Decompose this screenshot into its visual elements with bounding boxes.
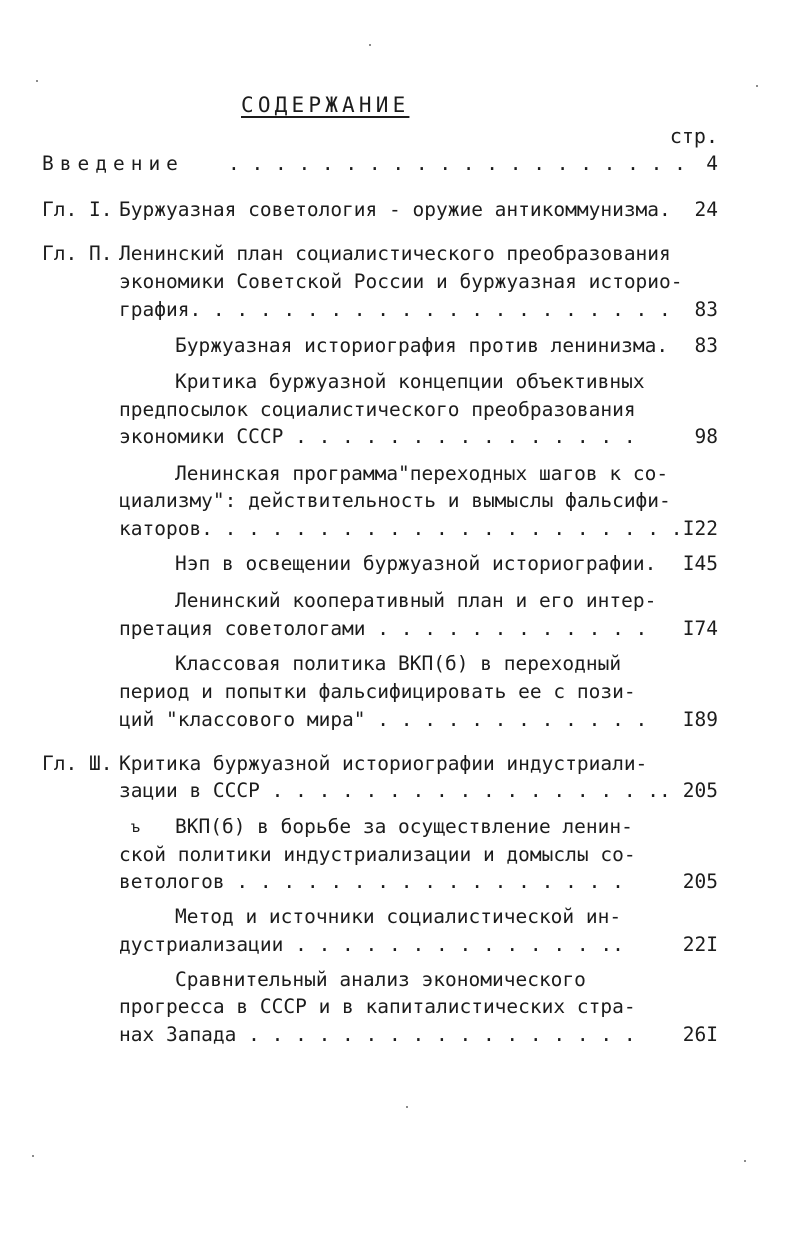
intro-label: Введение — [42, 152, 184, 175]
chapter2-title-line: экономики Советской России и буржуазная историо- — [119, 270, 683, 293]
section-line: предпосылок социалистического преобразования — [119, 398, 636, 421]
chapter3-title-line: Критика буржуазной историографии индустриали- — [119, 752, 648, 775]
section-line: Метод и источники социалистической ин- — [175, 905, 622, 928]
section-line: Нэп в освещении буржуазной историографии. — [175, 552, 657, 575]
section-line: дустриализации . . . . . . . . . . . . . .. — [119, 933, 624, 956]
section-line: ций "классового мира" . . . . . . . . . . . . — [119, 708, 648, 731]
section-line: каторов. . . . . . . . . . . . . . . . . . . . . — [119, 517, 683, 540]
scan-speck — [369, 44, 371, 46]
chapter2-title-line: графия. . . . . . . . . . . . . . . . . . . . . — [119, 298, 671, 321]
scan-speck — [756, 85, 758, 87]
chapter1-page: 24 — [694, 198, 718, 221]
section-line: Критика буржуазной концепции объективных — [175, 370, 645, 393]
section-line: циализму": действительность и вымыслы фальсифи- — [119, 489, 671, 512]
section-line: Буржуазная историография против ленинизма. — [175, 334, 669, 357]
chapter3-number: Гл. Ш. — [42, 752, 113, 775]
section-page: I74 — [682, 617, 718, 640]
chapter1-title: Буржуазная советология - оружие антикоммунизма. — [119, 198, 671, 221]
section-page: 22I — [682, 933, 718, 956]
section-line: ветологов . . . . . . . . . . . . . . . . . — [119, 870, 624, 893]
section-mark: ъ — [131, 818, 141, 836]
section-line: Сравнительный анализ экономического — [175, 968, 586, 991]
page-title: СОДЕРЖАНИЕ — [241, 93, 410, 117]
scan-speck — [36, 80, 38, 82]
chapter3-page: 205 — [682, 779, 718, 802]
chapter1-number: Гл. I. — [42, 198, 113, 221]
section-page: 83 — [694, 334, 718, 357]
section-line: период и попытки фальсифицировать ее с пози- — [119, 680, 636, 703]
section-line: экономики СССР . . . . . . . . . . . . . . . — [119, 425, 636, 448]
scan-speck — [744, 1160, 746, 1162]
chapter2-number: Гл. П. — [42, 242, 113, 265]
section-line: Классовая политика ВКП(б) в переходный — [175, 652, 622, 675]
intro-leader: . . . . . . . . . . . . . . . . . . . . — [228, 152, 686, 175]
section-page: I45 — [682, 552, 718, 575]
section-page: 98 — [694, 425, 718, 448]
chapter2-page: 83 — [694, 298, 718, 321]
section-line: прогресса в СССР и в капиталистических стра- — [119, 995, 636, 1018]
section-line: претация советологами . . . . . . . . . . . . — [119, 617, 648, 640]
section-page: I89 — [682, 708, 718, 731]
page-column-label: стр. — [669, 124, 718, 148]
chapter3-title-line: зации в СССР . . . . . . . . . . . . . . . . .. — [119, 779, 671, 802]
scan-speck — [32, 1155, 34, 1157]
section-line: Ленинский кооперативный план и его интер- — [175, 589, 657, 612]
intro-page: 4 — [706, 152, 718, 175]
section-page: 205 — [682, 870, 718, 893]
chapter2-title-line: Ленинский план социалистического преобразования — [119, 242, 671, 265]
section-page: I22 — [682, 517, 718, 540]
section-line: ской политики индустриализации и домыслы со- — [119, 843, 636, 866]
section-line: Ленинская программа"переходных шагов к со- — [175, 462, 669, 485]
section-line: ВКП(б) в борьбе за осуществление ленин- — [175, 815, 633, 838]
section-page: 26I — [682, 1023, 718, 1046]
scan-speck — [406, 1106, 408, 1108]
section-line: нах Запада . . . . . . . . . . . . . . . . . — [119, 1023, 636, 1046]
